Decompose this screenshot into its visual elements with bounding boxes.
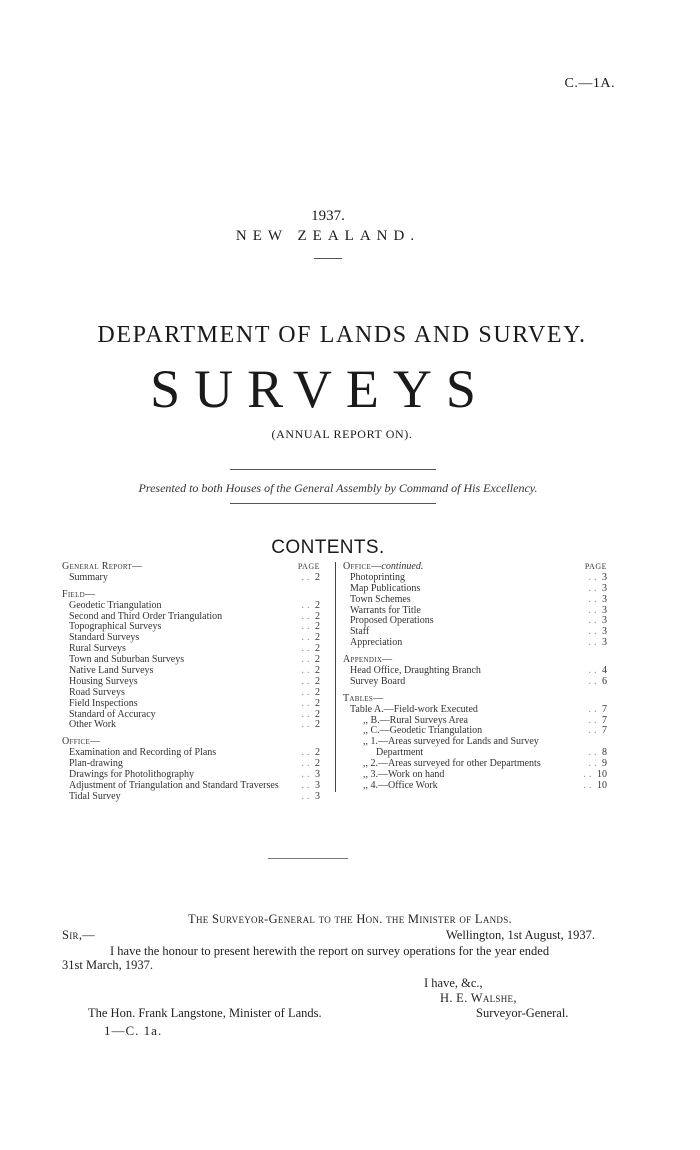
contents-entry: Department .. 8 <box>376 747 607 759</box>
contents-entry-label: Plan-drawing <box>69 758 123 770</box>
contents-entry-page: 3 <box>602 637 607 649</box>
contents-entry-label: Geodetic Triangulation <box>69 599 162 611</box>
contents-entry-page: 2 <box>315 758 320 770</box>
office-continued-entries <box>343 573 607 649</box>
report-subtitle: (ANNUAL REPORT ON). <box>271 427 413 441</box>
contents-entry: Topographical Surveys .. 2 <box>69 621 320 633</box>
contents-entry-label: ,, C.—Geodetic Triangulation <box>363 725 483 737</box>
contents-entry-label: Summary <box>69 571 108 583</box>
contents-entry: ,, 4.—Office Work .. 10 <box>363 779 607 791</box>
contents-entry-label: Other Work <box>69 719 117 731</box>
letter-place-date: Wellington, 1st August, 1937. <box>446 928 595 942</box>
contents-entry-page: 3 <box>315 769 320 781</box>
contents-entry-label: Town and Suburban Surveys <box>69 654 185 666</box>
contents-entry-page: 3 <box>602 593 607 605</box>
contents-entry: Adjustment of Triangulation and Standard Traverses .. 3 <box>69 779 320 791</box>
contents-entry-page: 7 <box>602 714 607 726</box>
contents-right-column <box>335 562 607 792</box>
report-title: SURVEYS <box>150 359 490 419</box>
contents-entry: ,, 2.—Areas surveyed for other Departments .. 9 <box>363 758 607 770</box>
presented-statement: Presented to both Houses of the General Assembly by Command of His Excellency. <box>138 481 538 495</box>
contents-entry: Appreciation .. 3 <box>350 637 607 649</box>
contents-entry: Table A.—Field-work Executed .. 7 <box>350 703 607 715</box>
contents-entry-page: 3 <box>315 790 320 802</box>
page-column-header: PAGE <box>297 562 320 571</box>
contents-entry: ,, B.—Rural Surveys Area .. 7 <box>363 714 607 726</box>
letter-addressee: The Hon. Frank Langstone, Minister of Lands. <box>88 1006 322 1020</box>
contents-entry-page: 3 <box>602 582 607 594</box>
department-heading: DEPARTMENT OF LANDS AND SURVEY. <box>97 322 587 348</box>
contents-entry-label: Topographical Surveys <box>69 621 162 633</box>
contents-entry-label: Native Land Surveys <box>69 665 154 677</box>
contents-entry: Survey Board .. 6 <box>350 675 607 687</box>
contents-entry: Standard Surveys .. 2 <box>69 632 320 644</box>
section-heading-office: Office— <box>62 736 101 748</box>
contents-entry: Housing Surveys .. 2 <box>69 675 320 687</box>
letter-signatory: H. E. Walshe, <box>440 991 517 1005</box>
divider-lower <box>230 503 436 504</box>
section-heading-appendix: Appendix— <box>343 654 393 666</box>
contents-entry-label: Proposed Operations <box>350 615 434 627</box>
contents-entry-label: Standard Surveys <box>69 632 140 644</box>
contents-entry: Standard of Accuracy .. 2 <box>69 708 320 720</box>
contents-entry: Photoprinting .. 3 <box>350 571 607 583</box>
contents-entry-page: 2 <box>315 610 320 622</box>
divider-short <box>314 258 342 259</box>
contents-entry-page: 2 <box>315 654 320 666</box>
contents-entry: Native Land Surveys .. 2 <box>69 665 320 677</box>
contents-left-column <box>62 562 320 803</box>
contents-entry: Tidal Survey .. 3 <box>69 790 320 802</box>
section-heading-field: Field— <box>62 588 96 600</box>
contents-entry: Geodetic Triangulation .. 2 <box>69 599 320 611</box>
contents-entry-page: 2 <box>315 643 320 655</box>
contents-entry-page: 3 <box>602 615 607 627</box>
contents-entry-label: ,, 2.—Areas surveyed for other Departments <box>363 758 541 770</box>
contents-entry: Head Office, Draughting Branch .. 4 <box>350 665 607 677</box>
contents-entry-label: Road Surveys <box>69 686 125 698</box>
section-heading-general: General Report— <box>62 561 143 572</box>
contents-entry: Map Publications .. 3 <box>350 582 607 594</box>
contents-entry-label: Housing Surveys <box>69 675 138 687</box>
contents-entry-label: Rural Surveys <box>69 643 126 655</box>
contents-entry-page: 7 <box>602 703 607 715</box>
contents-entry: Warrants for Title .. 3 <box>350 604 607 616</box>
contents-entry-page: 3 <box>602 571 607 583</box>
contents-entry-page: 2 <box>315 747 320 759</box>
country-heading: NEW ZEALAND. <box>235 228 421 244</box>
contents-entry-page: 2 <box>315 599 320 611</box>
contents-entry-page: 9 <box>602 758 607 770</box>
appendix-entries <box>343 666 607 688</box>
letter-closing: I have, &c., <box>424 976 483 990</box>
letter-body: I have the honour to present herewith the report on survey operations for the year ended <box>110 944 550 958</box>
contents-heading: CONTENTS. <box>271 537 385 558</box>
contents-entry-label: ,, 1.—Areas surveyed for Lands and Survey <box>363 736 539 748</box>
contents-entry: Town Schemes .. 3 <box>350 593 607 605</box>
page-column-header: PAGE <box>584 562 607 571</box>
contents-entry-label: Photoprinting <box>350 571 406 583</box>
contents-entry: ,, C.—Geodetic Triangulation .. 7 <box>363 725 607 737</box>
contents-entry-page: 6 <box>602 675 607 687</box>
contents-entry-label: ,, 3.—Work on hand <box>363 769 445 781</box>
document-reference: C.—1A. <box>564 76 615 91</box>
contents-entry-label: Field Inspections <box>69 697 138 709</box>
contents-entry: Field Inspections .. 2 <box>69 697 320 709</box>
contents-entry: Second and Third Order Triangulation .. 2 <box>69 610 320 622</box>
contents-entry: Staff .. 3 <box>350 626 607 638</box>
contents-entry: Examination and Recording of Plans .. 2 <box>69 747 320 759</box>
contents-entry: ,, 3.—Work on hand .. 10 <box>363 769 607 781</box>
contents-entry-label: Staff <box>350 626 370 638</box>
contents-entry: Drawings for Photolithography .. 3 <box>69 769 320 781</box>
contents-entry-page: 2 <box>315 632 320 644</box>
letter-body-continued: 31st March, 1937. <box>62 958 153 972</box>
contents-entry-label: Department <box>376 747 424 759</box>
contents-entry-page: 2 <box>315 621 320 633</box>
contents-entry-page: 2 <box>315 719 320 731</box>
contents-entry-page: 2 <box>315 686 320 698</box>
contents-entry-page: 2 <box>315 675 320 687</box>
contents-entry-page: 7 <box>602 725 607 737</box>
contents-entry: Road Surveys .. 2 <box>69 686 320 698</box>
contents-entry-page: 2 <box>315 571 320 583</box>
contents-entry-label: Survey Board <box>350 675 406 687</box>
contents-entry-label: Map Publications <box>350 582 421 594</box>
report-year: 1937. <box>311 208 345 224</box>
contents-entry-page: 3 <box>315 779 320 791</box>
contents-entry-label: Head Office, Draughting Branch <box>350 665 481 677</box>
field-entries <box>62 601 320 732</box>
continued-label: continued. <box>381 561 424 572</box>
contents-entry-label: Warrants for Title <box>350 604 421 616</box>
contents-entry: Proposed Operations .. 3 <box>350 615 607 627</box>
contents-entry-label: Tidal Survey <box>69 790 121 802</box>
letter-salutation: Sir,— <box>62 928 96 942</box>
contents-entry-page: 3 <box>602 626 607 638</box>
tables-entries <box>343 705 607 792</box>
contents-entry-label: ,, 4.—Office Work <box>363 779 438 791</box>
contents-entry-label: Town Schemes <box>350 593 411 605</box>
office-entries <box>62 748 320 802</box>
contents-entry-label: Examination and Recording of Plans <box>69 747 217 759</box>
contents-entry-label: Adjustment of Triangulation and Standard Traverses <box>69 779 279 791</box>
contents-entry-page: 10 <box>597 779 607 791</box>
contents-entry: Town and Suburban Surveys .. 2 <box>69 654 320 666</box>
contents-entry-label: Standard of Accuracy <box>69 708 156 720</box>
page-code: 1—C. 1a. <box>104 1023 163 1038</box>
contents-entry-label: Second and Third Order Triangulation <box>69 610 223 622</box>
contents-entry: Rural Surveys .. 2 <box>69 643 320 655</box>
contents-entry-page: 2 <box>315 697 320 709</box>
divider-upper <box>230 469 436 470</box>
contents-entry: Plan-drawing .. 2 <box>69 758 320 770</box>
letter-signatory-title: Surveyor-General. <box>476 1006 569 1020</box>
letter-heading: The Surveyor-General to the Hon. the Minister of Lands. <box>188 912 512 926</box>
contents-entry-page: 3 <box>602 604 607 616</box>
section-heading-tables: Tables— <box>343 692 384 704</box>
divider-middle <box>268 858 348 859</box>
contents-entry-page: 2 <box>315 665 320 677</box>
contents-entry-label: ,, B.—Rural Surveys Area <box>363 714 468 726</box>
contents-entry-page: 2 <box>315 708 320 720</box>
contents-entry-label: Table A.—Field-work Executed <box>350 703 478 715</box>
contents-entry-page: 8 <box>602 747 607 759</box>
contents-entry: Summary .. 2 <box>69 571 320 583</box>
contents-entry-page: 10 <box>597 769 607 781</box>
contents-entry-label: Appreciation <box>350 637 403 649</box>
contents-entry-page: 4 <box>602 665 607 677</box>
contents-entry-label: Drawings for Photolithography <box>69 769 194 781</box>
section-heading-office-continued: Office— <box>343 561 382 572</box>
contents-entry: Other Work .. 2 <box>69 719 320 731</box>
